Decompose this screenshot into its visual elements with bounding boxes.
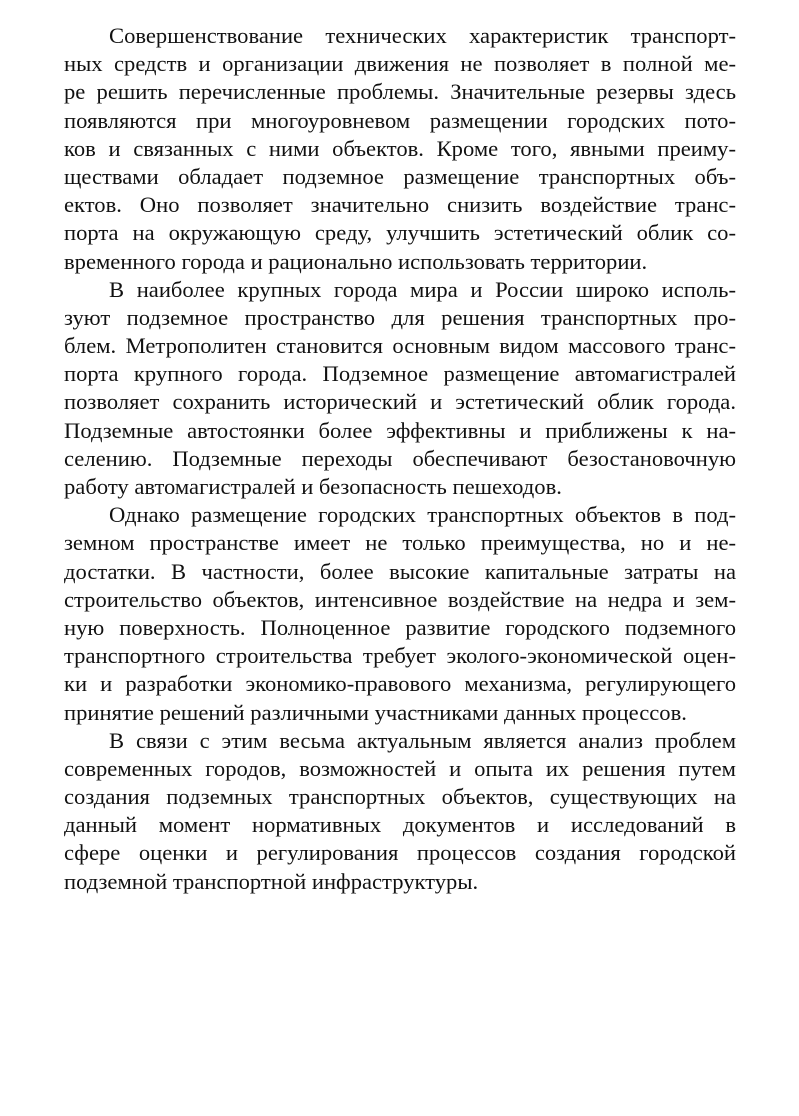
- paragraph-line: появляются при многоуровневом размещении городских пото-: [64, 107, 736, 133]
- paragraph-line: ную поверхность. Полноценное развитие городского подземного: [64, 614, 736, 640]
- paragraph-line: создания подземных транспортных объектов, существующих на: [64, 784, 736, 810]
- document-page: [64, 22, 736, 896]
- paragraph-line: Однако размещение городских транспортных объектов в под-: [109, 502, 736, 528]
- paragraph-4: [64, 727, 736, 896]
- paragraph-line: строительство объектов, интенсивное воздействие на недра и зем-: [64, 586, 736, 612]
- paragraph-line: блем. Метрополитен становится основным видом массового транс-: [64, 333, 736, 359]
- paragraph-3: [64, 501, 736, 727]
- paragraph-line: земном пространстве имеет не только преимущества, но и не-: [64, 530, 736, 556]
- paragraph-line: Подземные автостоянки более эффективны и приближены к на-: [64, 417, 736, 443]
- paragraph-2: [64, 276, 736, 502]
- paragraph-line: зуют подземное пространство для решения транспортных про-: [64, 304, 736, 330]
- paragraph-line: порта на окружающую среду, улучшить эстетический облик со-: [64, 220, 736, 246]
- paragraph-line: сфере оценки и регулирования процессов создания городской: [64, 840, 736, 866]
- paragraph-line: достатки. В частности, более высокие капитальные затраты на: [64, 558, 736, 584]
- paragraph-line: ков и связанных с ними объектов. Кроме того, явными преиму-: [64, 135, 736, 161]
- paragraph-line: ных средств и организации движения не позволяет в полной ме-: [64, 51, 736, 77]
- paragraph-line: данный момент нормативных документов и исследований в: [64, 812, 736, 838]
- paragraph-line: Совершенствование технических характеристик транспорт-: [109, 23, 736, 48]
- paragraph-line: ектов. Оно позволяет значительно снизить воздействие транс-: [64, 192, 736, 218]
- paragraph-line: работу автомагистралей и безопасность пешеходов.: [64, 474, 562, 499]
- paragraph-line: подземной транспортной инфраструктуры.: [64, 868, 479, 894]
- paragraph-line: В связи с этим весьма актуальным является анализ проблем: [109, 727, 736, 753]
- paragraph-line: ществами обладает подземное размещение транспортных объ-: [64, 163, 736, 189]
- paragraph-line: современных городов, возможностей и опыта их решения путем: [64, 755, 736, 781]
- paragraph-line: В наиболее крупных города мира и России широко исполь-: [109, 276, 736, 302]
- paragraph-1: [64, 22, 736, 276]
- paragraph-line: ки и разработки экономико-правового механизма, регулирующего: [64, 671, 736, 697]
- paragraph-line: транспортного строительства требует эколого-экономической оцен-: [64, 643, 736, 669]
- paragraph-line: порта крупного города. Подземное размещение автомагистралей: [64, 361, 736, 387]
- paragraph-line: временного города и рационально использовать территории.: [64, 248, 648, 274]
- paragraph-line: позволяет сохранить исторический и эстетический облик города.: [64, 389, 736, 415]
- paragraph-line: принятие решений различными участниками данных процессов.: [64, 699, 687, 725]
- paragraph-line: селению. Подземные переходы обеспечивают безостановочную: [64, 445, 736, 471]
- paragraph-line: ре решить перечисленные проблемы. Значительные резервы здесь: [64, 79, 736, 105]
